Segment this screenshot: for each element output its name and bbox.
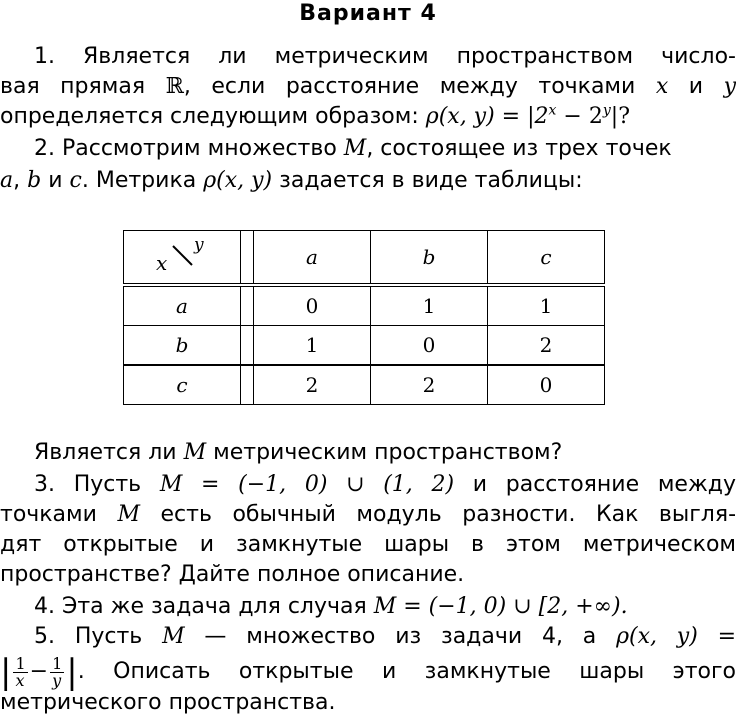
fraction-1-over-x: $\frac{1}{x}$ <box>15 653 26 690</box>
abs-formula: | <box>0 652 12 692</box>
table-cell: 2 <box>254 365 371 405</box>
table-row <box>124 326 605 366</box>
table-corner-cell: x y <box>124 231 241 286</box>
problem-5-line-1: 5. Пусть M — множество из задачи 4, а ρ(x, y) = <box>34 624 736 649</box>
problem-1-line-3: определяется следующим образом: ρ(x, $y) = |2^x - 2^y|$? <box>0 102 630 129</box>
table-row <box>124 285 605 326</box>
problem-2-question: Является ли M метрическим пространством? <box>34 440 563 465</box>
col-header-c: c <box>488 231 605 286</box>
row-label: b <box>124 326 241 366</box>
table-cell: 1 <box>254 326 371 366</box>
table-cell: 1 <box>488 285 605 326</box>
distance-formula-1: ρ(x, $y) = |2^x - 2^y|$? <box>425 102 630 129</box>
problem-1-line-1: 1. Является ли метрическим пространством число- <box>34 44 736 69</box>
row-label: a <box>124 285 241 326</box>
col-header-a: a <box>254 231 371 286</box>
table-cell: 1 <box>371 285 488 326</box>
problem-1-line-2: вая прямая ℝ, если расстояние между точками x и y <box>0 74 736 99</box>
table-cell: 0 <box>488 365 605 405</box>
fraction-1-over-y: $\frac{1}{y}$ <box>52 653 63 690</box>
problem-2-line-2: a, b и c. Метрика ρ(x, y) задается в виде таблицы: <box>0 168 583 193</box>
table-cell: 0 <box>254 285 371 326</box>
row-label: c <box>124 365 241 405</box>
table-header-row <box>124 231 605 286</box>
col-header-b: b <box>371 231 488 286</box>
problem-5-line-2: | $\frac{1}{x}$ − $\frac{1}{y}$ |. Описать открытые и замкнутые шары этого <box>0 652 736 692</box>
problem-4-line: 4. Эта же задача для случая M = (−1, 0) ∪ [2, +∞). <box>34 594 628 619</box>
diagonal-divider <box>172 245 194 267</box>
metric-table <box>123 230 605 405</box>
problem-3-line-4: пространстве? Дайте полное описание. <box>0 562 465 587</box>
table-cell: 2 <box>371 365 488 405</box>
problem-3-line-3: дят открытые и замкнутые шары в этом метрическом <box>0 532 736 557</box>
problem-3-line-1: 3. Пусть M = (−1, 0) ∪ (1, 2) и расстояние между <box>34 472 736 497</box>
problem-2-line-1: 2. Рассмотрим множество M, состоящее из трех точек <box>34 136 672 161</box>
problem-5-line-3: метрического пространства. <box>0 690 336 715</box>
problem-3-line-2: точками M есть обычный модуль разности. Как выгля- <box>0 502 736 527</box>
table-row <box>124 365 605 405</box>
variant-title: Вариант 4 <box>299 1 437 26</box>
table-cell: 2 <box>488 326 605 366</box>
table-cell: 0 <box>371 326 488 366</box>
table-gap-cell <box>241 231 254 286</box>
